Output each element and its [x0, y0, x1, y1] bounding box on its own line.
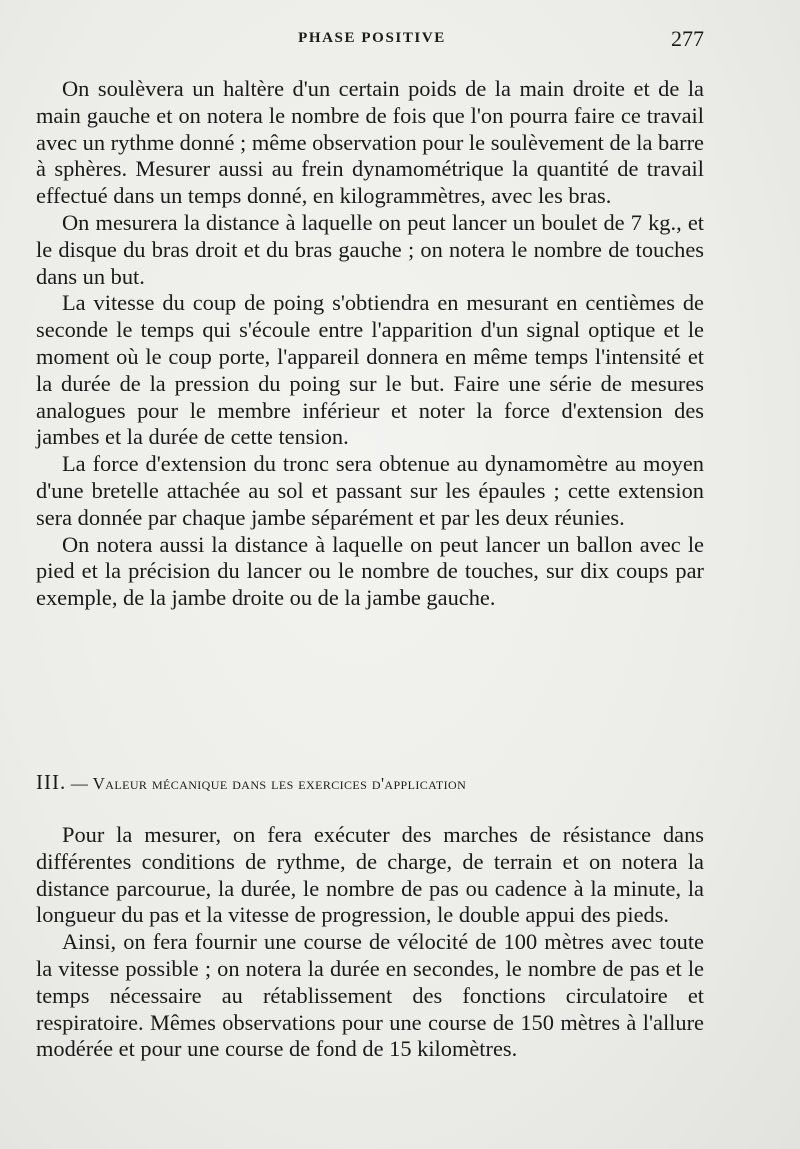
- section-numeral: III.: [36, 770, 67, 794]
- paragraph-shot-put: On mesurera la distance à laquelle on peut lancer un boulet de 7 kg., et le disque du bras droit et du bras gauche ; on notera le nombre de touches dans un but.: [36, 209, 704, 289]
- page-number: 277: [671, 26, 704, 51]
- paragraph-ball-kick: On notera aussi la distance à laquelle on peut lancer un ballon avec le pied et la précision du lancer ou le nombre de touches, sur dix coups par exemple, de la jambe droite ou de la jambe gauche.: [36, 531, 704, 611]
- section-title: — Valeur mécanique dans les exercices d'application: [66, 774, 467, 793]
- paragraph-sprint: Ainsi, on fera fournir une course de vélocité de 100 mètres avec toute la vitesse possible ; on notera la durée en secondes, le nombre de pas et le temps nécessaire au rétablissement des fonctions circulatoire et respiratoire. Mêmes observations pour une course de 150 mètres à l'allure modérée et pour une course de fond de 15 kilomètres.: [36, 929, 704, 1062]
- paragraph-endurance-walk: Pour la mesurer, on fera exécuter des marches de résistance dans différentes conditions de rythme, de charge, de terrain et on notera la distance parcourue, la durée, le nombre de pas ou cadence à la minute, la longueur du pas et la vitesse de progression, le double appui des pieds.: [36, 822, 704, 928]
- paragraph-punch-speed: La vitesse du coup de poing s'obtiendra en mesurant en centièmes de seconde le temps qui s'écoule entre l'apparition d'un signal optique et le moment où le coup porte, l'appareil donnera en même temps l'intensité et la durée de la pression du poing sur le but. Faire une série de mesures analogues pour le membre inférieur et noter la force d'extension des jambes et la durée de cette tension.: [36, 290, 704, 450]
- section-heading: [36, 770, 704, 795]
- body-text-part-1: [36, 76, 704, 612]
- paragraph-trunk-extension: La force d'extension du tronc sera obtenue au dynamomètre au moyen d'une bretelle attachée au sol et passant sur les épaules ; cette extension sera donnée par chaque jambe séparément et par les deux réunies.: [36, 451, 704, 530]
- running-title: PHASE POSITIVE: [298, 30, 446, 46]
- page-header: [40, 26, 704, 58]
- body-text-part-2: [36, 822, 704, 1063]
- paragraph-dumbbell: On soulèvera un haltère d'un certain poids de la main droite et de la main gauche et on notera le nombre de fois que l'on pourra faire ce travail avec un rythme donné ; même observation pour le soulèvement de la barre à sphères. Mesurer aussi au frein dynamométrique la quantité de travail effectué dans un temps donné, en kilogrammètres, avec les bras.: [36, 76, 704, 209]
